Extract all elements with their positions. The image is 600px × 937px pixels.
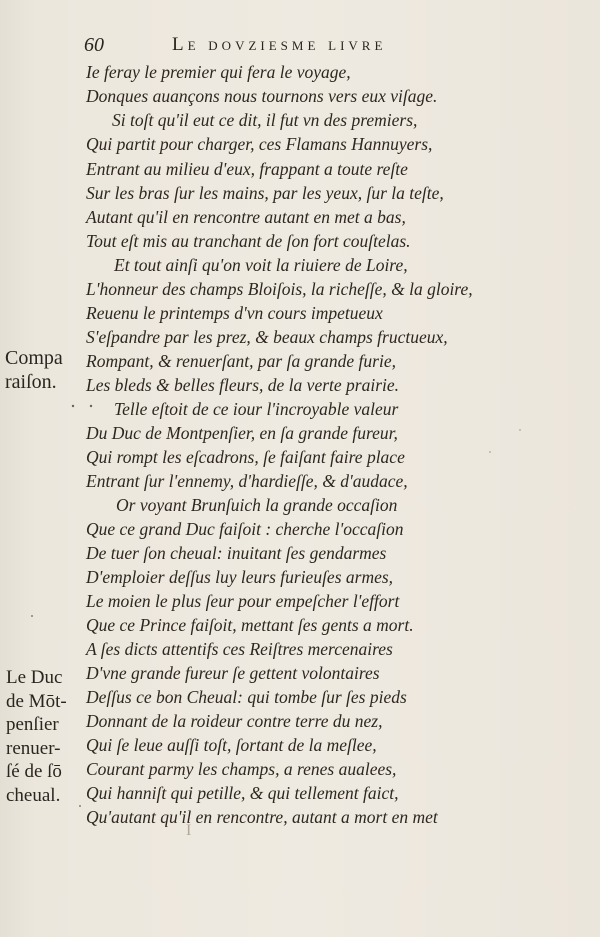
ink-speck	[72, 405, 74, 407]
verse-line: Courant parmy les champs, a renes aualees,	[86, 759, 397, 779]
verse-line: Que ce grand Duc faiſoit : cherche l'occaſion	[86, 519, 404, 539]
page-number: 60	[84, 34, 104, 56]
verse-line: Donnant de la roideur contre terre du nez,	[86, 711, 383, 731]
margin-note-line: de Mōt-	[6, 690, 67, 712]
margin-note-line: Compa	[5, 347, 63, 369]
verse-line: L'honneur des champs Bloiſois, la richeſſe, & la gloire,	[86, 279, 473, 299]
margin-note-line: raiſon.	[5, 371, 57, 393]
margin-note-line: cheual.	[6, 784, 61, 806]
verse-line: Que ce Prince faiſoit, mettant ſes gents a mort.	[86, 615, 414, 635]
verse-line: S'eſpandre par les prez, & beaux champs fructueux,	[86, 327, 448, 347]
ink-speck	[519, 429, 521, 431]
verse-line: Entrant au milieu d'eux, frappant a toute reſte	[86, 159, 408, 179]
ink-speck	[90, 405, 92, 407]
verse-line: Telle eſtoit de ce iour l'incroyable valeur	[114, 399, 399, 419]
verse-line: Deſſus ce bon Cheual: qui tombe ſur ſes pieds	[86, 687, 407, 707]
verse-line: Qui ſe leue auſſi toſt, ſortant de la meſlee,	[86, 735, 377, 755]
verse-line: Entrant ſur l'ennemy, d'hardieſſe, & d'audace,	[86, 471, 408, 491]
verse-line: Qui partit pour charger, ces Flamans Hannuyers,	[86, 134, 433, 154]
ink-speck	[79, 805, 81, 807]
margin-note-line: Le Duc	[6, 667, 63, 688]
verse-line: Donques auançons nous tournons vers eux viſage.	[86, 86, 438, 106]
verse-line: Du Duc de Montpenſier, en ſa grande fureur,	[86, 423, 398, 443]
verse-line: Qui rompt les eſcadrons, ſe faiſant faire place	[86, 447, 405, 467]
verse-line: Autant qu'il en rencontre autant en met a bas,	[86, 207, 406, 227]
running-title: Le dovziesme livre	[172, 34, 387, 55]
verse-line: Et tout ainſi qu'on voit la riuiere de Loire,	[114, 255, 408, 275]
verse-line: Reuenu le printemps d'vn cours impetueux	[86, 303, 383, 323]
margin-note-line: ſé de ſō	[6, 761, 62, 782]
verse-line: De tuer ſon cheual: inuitant ſes gendarmes	[86, 543, 387, 563]
verse-line: Qui hanniſt qui petille, & qui tellement faict,	[86, 783, 399, 803]
verse-line: Rompant, & renuerſant, par ſa grande furie,	[86, 351, 396, 371]
ink-speck	[31, 615, 33, 617]
verse-line: D'emploier deſſus luy leurs furieuſes armes,	[86, 567, 394, 587]
verse-line: Si toſt qu'il eut ce dit, il fut vn des premiers,	[112, 110, 418, 130]
ink-speck	[489, 451, 491, 453]
verse-line: Les bleds & belles fleurs, de la verte prairie.	[86, 375, 400, 395]
verse-line: A ſes dicts attentifs ces Reiſtres mercenaires	[86, 639, 393, 659]
margin-note-line: renuer-	[6, 737, 61, 759]
verse-line: Sur les bras ſur les mains, par les yeux, ſur la teſte,	[86, 183, 444, 203]
verse-line: Or voyant Brunſuich la grande occaſion	[116, 495, 398, 515]
margin-note-line: penſier	[6, 714, 59, 735]
verse-line: D'vne grande fureur ſe gettent volontaires	[86, 663, 380, 683]
verse-line: Qu'autant qu'il en rencontre, autant a mort en met	[86, 807, 438, 827]
verse-line: Ie feray le premier qui fera le voyage,	[86, 62, 351, 82]
verse-line: Tout eſt mis au tranchant de ſon fort couſtelas.	[86, 231, 411, 251]
verse-line: Le moien le plus ſeur pour empeſcher l'effort	[86, 591, 400, 611]
footer-mark: I	[186, 822, 192, 839]
